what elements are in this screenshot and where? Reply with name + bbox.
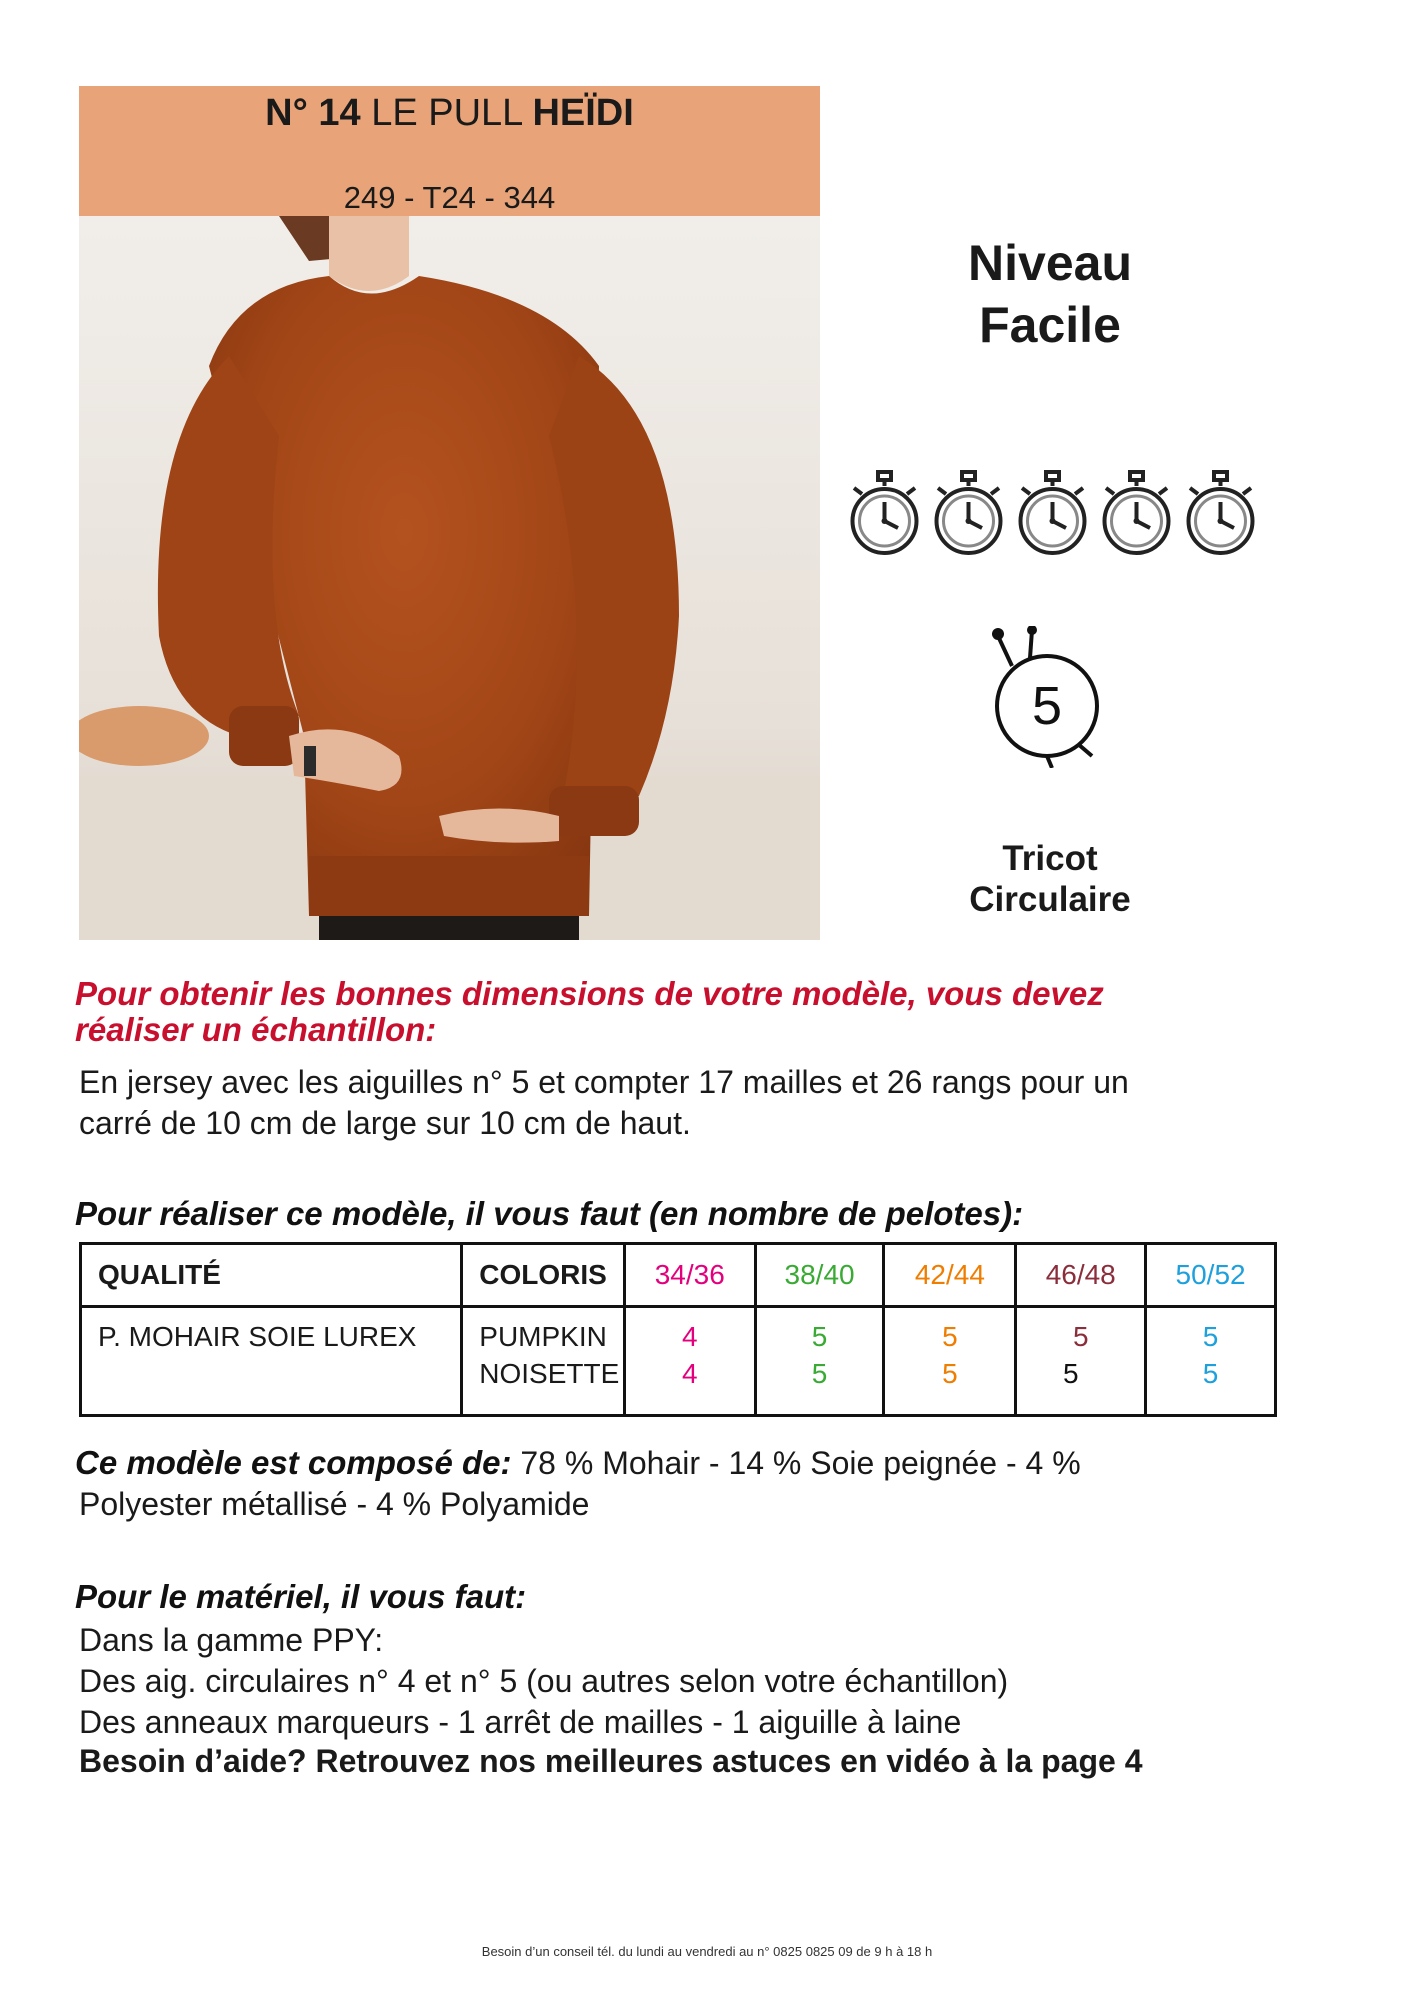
column-header-size: 42/44 xyxy=(884,1244,1016,1307)
quantity-noisette: 5 xyxy=(942,1358,958,1389)
composition-label: Ce modèle est composé de: xyxy=(75,1444,512,1481)
quantity-cell xyxy=(624,1307,755,1416)
technique-line2: Circulaire xyxy=(969,880,1131,919)
stopwatch-icon xyxy=(928,466,1009,556)
colorways-cell xyxy=(462,1307,625,1416)
material-line: Des anneaux marqueurs - 1 arrêt de mailles - 1 aiguille à laine xyxy=(79,1704,962,1740)
pattern-reference: 249 - T24 - 344 xyxy=(343,180,556,215)
technique xyxy=(900,838,1200,920)
level-value: Facile xyxy=(979,297,1121,353)
material-heading: Pour le matériel, il vous faut: xyxy=(75,1578,527,1615)
stopwatch-icon xyxy=(1096,466,1177,556)
sample-heading xyxy=(75,976,1325,1048)
quantity-cell xyxy=(755,1307,884,1416)
sample-heading-line2: réaliser un échantillon: xyxy=(75,1011,437,1048)
needle-size: 5 xyxy=(1031,676,1063,736)
difficulty-level xyxy=(900,232,1200,356)
material-list xyxy=(79,1620,1329,1743)
colorway-noisette: NOISETTE xyxy=(479,1358,620,1389)
sample-heading-line1: Pour obtenir les bonnes dimensions de votre modèle, vous devez xyxy=(75,975,1104,1012)
column-header-size: 50/52 xyxy=(1146,1244,1276,1307)
quantity-pumpkin: 5 xyxy=(942,1321,958,1352)
composition-value-part2: Polyester métallisé - 4 % Polyamide xyxy=(79,1486,590,1522)
stopwatch-icon xyxy=(1180,466,1261,556)
sample-body-line1: En jersey avec les aiguilles n° 5 et compter 17 mailles et 26 rangs pour un xyxy=(79,1064,1129,1100)
quantity-noisette: 5 xyxy=(1062,1358,1079,1389)
pattern-type: LE PULL xyxy=(371,92,522,134)
sample-instructions xyxy=(79,1062,1329,1144)
quantity-cell xyxy=(1016,1307,1146,1416)
colorway-pumpkin: PUMPKIN xyxy=(479,1321,607,1352)
column-header-colors: COLORIS xyxy=(462,1244,625,1307)
level-label: Niveau xyxy=(968,235,1132,291)
sweater-photo xyxy=(79,216,820,940)
material-line: Dans la gamme PPY: xyxy=(79,1622,384,1658)
composition-value-part1: 78 % Mohair - 14 % Soie peignée - 4 % xyxy=(520,1445,1081,1481)
quantity-noisette: 5 xyxy=(811,1358,828,1389)
quantity-noisette: 5 xyxy=(1202,1358,1219,1389)
quantity-noisette: 4 xyxy=(681,1358,698,1389)
stopwatch-icon xyxy=(1012,466,1093,556)
table-row xyxy=(81,1307,1276,1416)
composition xyxy=(75,1443,1325,1525)
column-header-quality: QUALITÉ xyxy=(81,1244,462,1307)
quality-cell: P. MOHAIR SOIE LUREX xyxy=(81,1307,462,1416)
help-note: Besoin d’aide? Retrouvez nos meilleures astuces en vidéo à la page 4 xyxy=(79,1743,1143,1779)
knitting-needles-icon xyxy=(990,626,1120,768)
column-header-size: 34/36 xyxy=(624,1244,755,1307)
sample-body-line2: carré de 10 cm de large sur 10 cm de haut. xyxy=(79,1105,691,1141)
column-header-size: 46/48 xyxy=(1016,1244,1146,1307)
technique-line1: Tricot xyxy=(1002,839,1098,878)
column-header-size: 38/40 xyxy=(755,1244,884,1307)
pattern-name: HEÏDI xyxy=(532,92,634,134)
yarn-needs-heading: Pour réaliser ce modèle, il vous faut (en nombre de pelotes): xyxy=(75,1195,1024,1232)
quantity-pumpkin: 5 xyxy=(811,1321,828,1352)
pattern-number: N° 14 xyxy=(265,92,361,134)
difficulty-timers xyxy=(844,466,1264,556)
quantity-pumpkin: 5 xyxy=(1072,1321,1089,1352)
stopwatch-icon xyxy=(844,466,925,556)
table-header-row xyxy=(81,1244,1276,1307)
quantity-cell xyxy=(1146,1307,1276,1416)
quantity-pumpkin: 4 xyxy=(681,1321,698,1352)
yarn-quantity-table xyxy=(79,1242,1277,1417)
material-line: Des aig. circulaires n° 4 et n° 5 (ou autres selon votre échantillon) xyxy=(79,1663,1009,1699)
quantity-pumpkin: 5 xyxy=(1202,1321,1219,1352)
quantity-cell xyxy=(884,1307,1016,1416)
footer-contact: Besoin d’un conseil tél. du lundi au vendredi au n° 0825 0825 09 de 9 h à 18 h xyxy=(481,1944,933,1959)
pattern-title xyxy=(79,90,820,136)
